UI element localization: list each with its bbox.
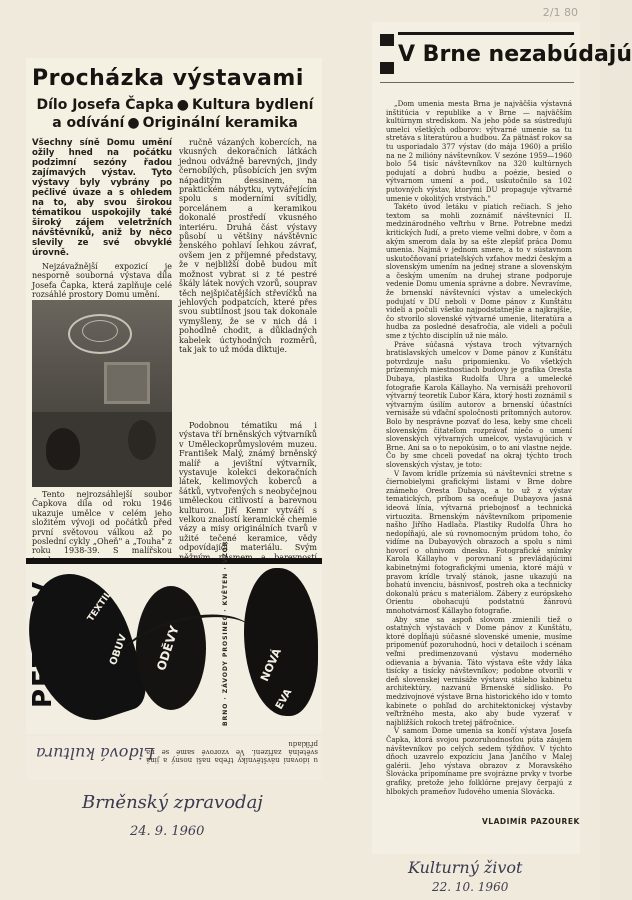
right-article-title: V Brne nezabúdajú (398, 42, 632, 67)
article-paragraph: Práve súčasná výstava troch výtvarných bratislavských umelcov v Dome pánov z Kunštátu potvrdzuje našu pripomienku. Vo všetkých prízemných miestnostiach budovy je grafika Oresta Dubaya, plastika Rudolfa Uhra a umelecké fotografie Karola Kállayho. Na vernisáži prehovoril výtvarný teoretik Ľubor Kára, ktorý hosti zoznámil s výtvarným úsilím autorov a brnenskí účastníci vernisáže sú vďační spoločnosti prítomných autorov. Bolo by nesprávne pozvať do lesa, keby sme chceli slovenským čitateľom rozprávať niečo o umení slovenských výtvarných umelcov, vystavujúcich v Brne. Ani sa o to nepokúsim, o to ani vlastne nejde. Čo by sme chceli povedať na okraj týchto troch slovenských výstav, je toto: (386, 340, 572, 469)
right-article-header (372, 28, 632, 86)
handwritten-note: Lidová kultura (36, 744, 155, 763)
left-article-title: Procházka výstavami (32, 66, 304, 91)
subtitle-part: Dílo Josefa Čapka (36, 97, 174, 113)
article-paragraph: Nejzávažnější expozicí je nesporně souborná výstava díla Josefa Čapka, která zaplňuje celé rozsáhlé prostory Domu umění. (32, 262, 172, 300)
article-paragraph: „Dom umenia mesta Brna je najväčšia výstavná inštitúcia v republike a v Brne — najväčším kultúrnym strediskom. Na jeho pôde sa sústreďujú umelci všetkých odborov: výtvarné umenie sa tu stretáva s literatúrou a hudbou. Za pätnásť rokov sa tu usporiadalo 377 výstav (do mája 1960) a prišlo na ne 2 milióny návštevníkov. V sezóne 1959—1960 bolo 54 tisíc návštevníkov na 320 kultúrnych podujatí a dobrú hudbu a poézie, besied o výtvarnom umení a pod., uskutočnilo sa 102 putovných výstav, ktorými DU propaguje výtvarné umenie v okolitých vrstvách." (386, 100, 572, 203)
handwritten-date: 22. 10. 1960 (432, 880, 509, 894)
exhibition-photo (32, 300, 172, 487)
right-article-body (386, 100, 572, 822)
ad-side-text: BRNO · ZÁVODY PROSINEC · KVĚTEN · VZOR (222, 540, 229, 726)
left-column-2 (179, 138, 317, 414)
article-paragraph: Aby sme sa aspoň slovom zmienili tiež o ostatných výstavách v Dome pánov z Kunštátu, ktoré dopĺňajú súčasné slovenské umenie, musíme pripomenúť pozoruhodnú, hoci v detailoch i scénam veľmi predimenzovanú výstavu moderného odievania a bývania. Táto výstava ešte vždy láka tisícky a tisícky návštevníkov; podobne otvorili v deň slovenskej vernisáže výstavu stáleho kabinetu architektúry, nazvanú Brnenské sídlisko. Po medzivojnové výstave Brna historického ido v tomto kabinete o pohľad do architektonickej výstavby veľtržného mesta, ako aby bude vyzerať v najbližších rokoch tretej päťročnice. (386, 615, 572, 727)
article-paragraph: ručně vázaných kobercích, na vkusných dekoračních látkách jednou odvážně barevných, jindy černobílých, působících jen svým nápaditým dessinem, na praktickém nábytku, vytvářejícím spolu s moderními svítidly, porcelánem a keramikou dokonalé prostředí vkusného interiéru. Druhá část výstavy působí u většiny návštěvnic ženského pohlaví lehkou závrať, ovšem jen z příjemné představy, že v nejbližší době budou mít možnost vybrat si z té pestré škály látek nových vzorů, souprav těch nejšpičatějších střevíčků na jehlových podpatcích, které přes svou subtilnost jsou tak dokonale vymyšleny, že se v nich dá i pohodlně chodit, a důkladných kabelek úctyhodných rozměrů, tak jak to už móda diktuje. (179, 138, 317, 354)
article-author: VLADIMÍR PAZOUREK (482, 817, 580, 826)
subtitle-part: Kultura bydlení (192, 97, 314, 113)
left-column-1 (32, 138, 172, 308)
petrov-advertisement (26, 540, 322, 734)
ad-word: TEXTIL (86, 589, 114, 624)
archive-reference: 2/1 80 (542, 6, 578, 19)
bottom-clipping-strip (26, 736, 322, 780)
ad-word: OBUV (108, 632, 130, 667)
right-clipping (372, 22, 632, 854)
ad-word: NOVÁ (258, 646, 284, 684)
article-lead: Všechny síně Domu umění ožily hned na počátku podzimní sezóny řadou zajímavých výstav. Tyto výstavy byly vybrány po pečlivé úvaze a s ohledem na to, aby svou širokou tématikou uspokojily také široký zájem veletržních návštěvníků, aniž by něco slevily ze své obvyklé úrovně. (32, 138, 172, 258)
subtitle-part: a odívání (52, 115, 125, 131)
left-article-subtitle: Dílo Josefa Čapka ● Kultura bydlení a odívání ● Originální keramika (36, 97, 314, 131)
left-column-3 (179, 421, 317, 551)
left-clipping (26, 58, 322, 734)
article-paragraph: Takéto úvod letáku v piatich rečiach. S jeho textom sa mohli zoznámiť návštevníci II. medzinárodného veľtrhu v Brne. Potrebne medzi kritických ľudí, a preto vieme veľmi dobre, v čom a akým smerom dala by sa ešte zlepšiť práca Domu umenia. Najmä v jednom smere, a to v sústavnom uskutočňovaní priateľských vzťahov medzi českým a slovenským umením na jednej strane a slovenským a českým umením na druhej strane podporuje vedenie Domu umenia správne a dobre. Nevravíme, že brnenskí návštevníci výstav a umeleckých podujatí v DU neboli v Dome pánov z Kunštátu videli a počuli všetko najpodstatnejšie a najkrajšie, čo stvorilo slovenské výtvarné umenie, literatúra a hudba za posledné desaťročia, ale videli a počuli sme z týchto disciplín už nie málo. (386, 203, 572, 341)
ad-word: EVA (274, 687, 295, 712)
article-paragraph: V samom Dome umenia sa končí výstava Josefa Čapka, ktorá svojou pozoruhodnosťou púta záujem návštevníkov po celých sedem týždňov. V týchto dňoch uzavrelo expozíciu Jana Jančího v Malej galérii. Jeho výstava obrazov z Moravského Slovácka pripomíname pre svojrázne prvky v tvorbe grafiky, pretože jeho folklórne prejavy čerpajú z hlbokých prameňov ľudového umenia Slovácka. (386, 727, 572, 796)
ad-word: ODĚVY (154, 623, 182, 673)
subtitle-part: Originální keramika (142, 115, 298, 131)
handwritten-source: Kulturný život (408, 858, 523, 877)
article-paragraph: Podobnou tématiku má i výstava tří brněnských výtvarníků v Uměleckoprůmyslovém muzeu. František Malý, známý brněnský malíř a jevištní výtvarník, vystavuje kolekci dekoračních látek, kelimových koberců a šátků, vytvořených s neobyčejnou uměleckou citlivostí a barevnou kulturou. Jiří Kemr vytváří s velkou znalostí keramické chemie vázy a misy originálních tvarů v užité tečené keramice, vědy odpovídající materiálu. Svým (179, 421, 317, 553)
ad-brand: PETROV (28, 579, 58, 708)
photo-caption: Tento nejrozsáhlejší soubor Čapkova díla od roku 1946 ukazuje umělce v celém jeho složitém vývoji od počátků před první světovou válkou až po poslední cykly „Oheň" a „Touha" z roku 1938-39. S malířskou (32, 490, 172, 556)
handwritten-source: Brněnský zpravodaj (82, 792, 263, 813)
article-paragraph: V ľavom krídle prízemia sú návštevníci stretne s čiernobielymi grafickými listami v Brne dobre známeho Oresta Dubaya, a to už z výstav tematických, príbom sa oceňuje Dubayova jasná ideová línia, výtvarná priebojnosť a technická virtuozita. Brnenským návštevníkom pripomenie našho Jiřího Hadlača. Plastiky Rudolfa Uhra ho nedopíňajú, ale sú rovnomocným prúdom toho, čo vidíme na Dubayových obrazoch a spolu s nimi hovorí o ohnivom dnesku. Fotografické snímky Karola Kállayho v porovnaní s prevládajúcimi kabinetnými fotografickými umenia, ktoré májú v pravom krídle trvalý stánok, jasne ukazujú na bohatú invenciu, básnivosť, postreh oka a technicky dokonalú prácu s materiálom. Zábery z európskeho Orientu obohacujú podstatnú žánrovú mnohotvárnosť Kállayho fotografie. (386, 469, 572, 616)
upside-down-text: u idovaní návštěvníky třeba naši nosný a jiná světelná zařízení. Ve vzorové samé se na příkladu (146, 740, 318, 764)
handwritten-date: 24. 9. 1960 (130, 824, 205, 839)
